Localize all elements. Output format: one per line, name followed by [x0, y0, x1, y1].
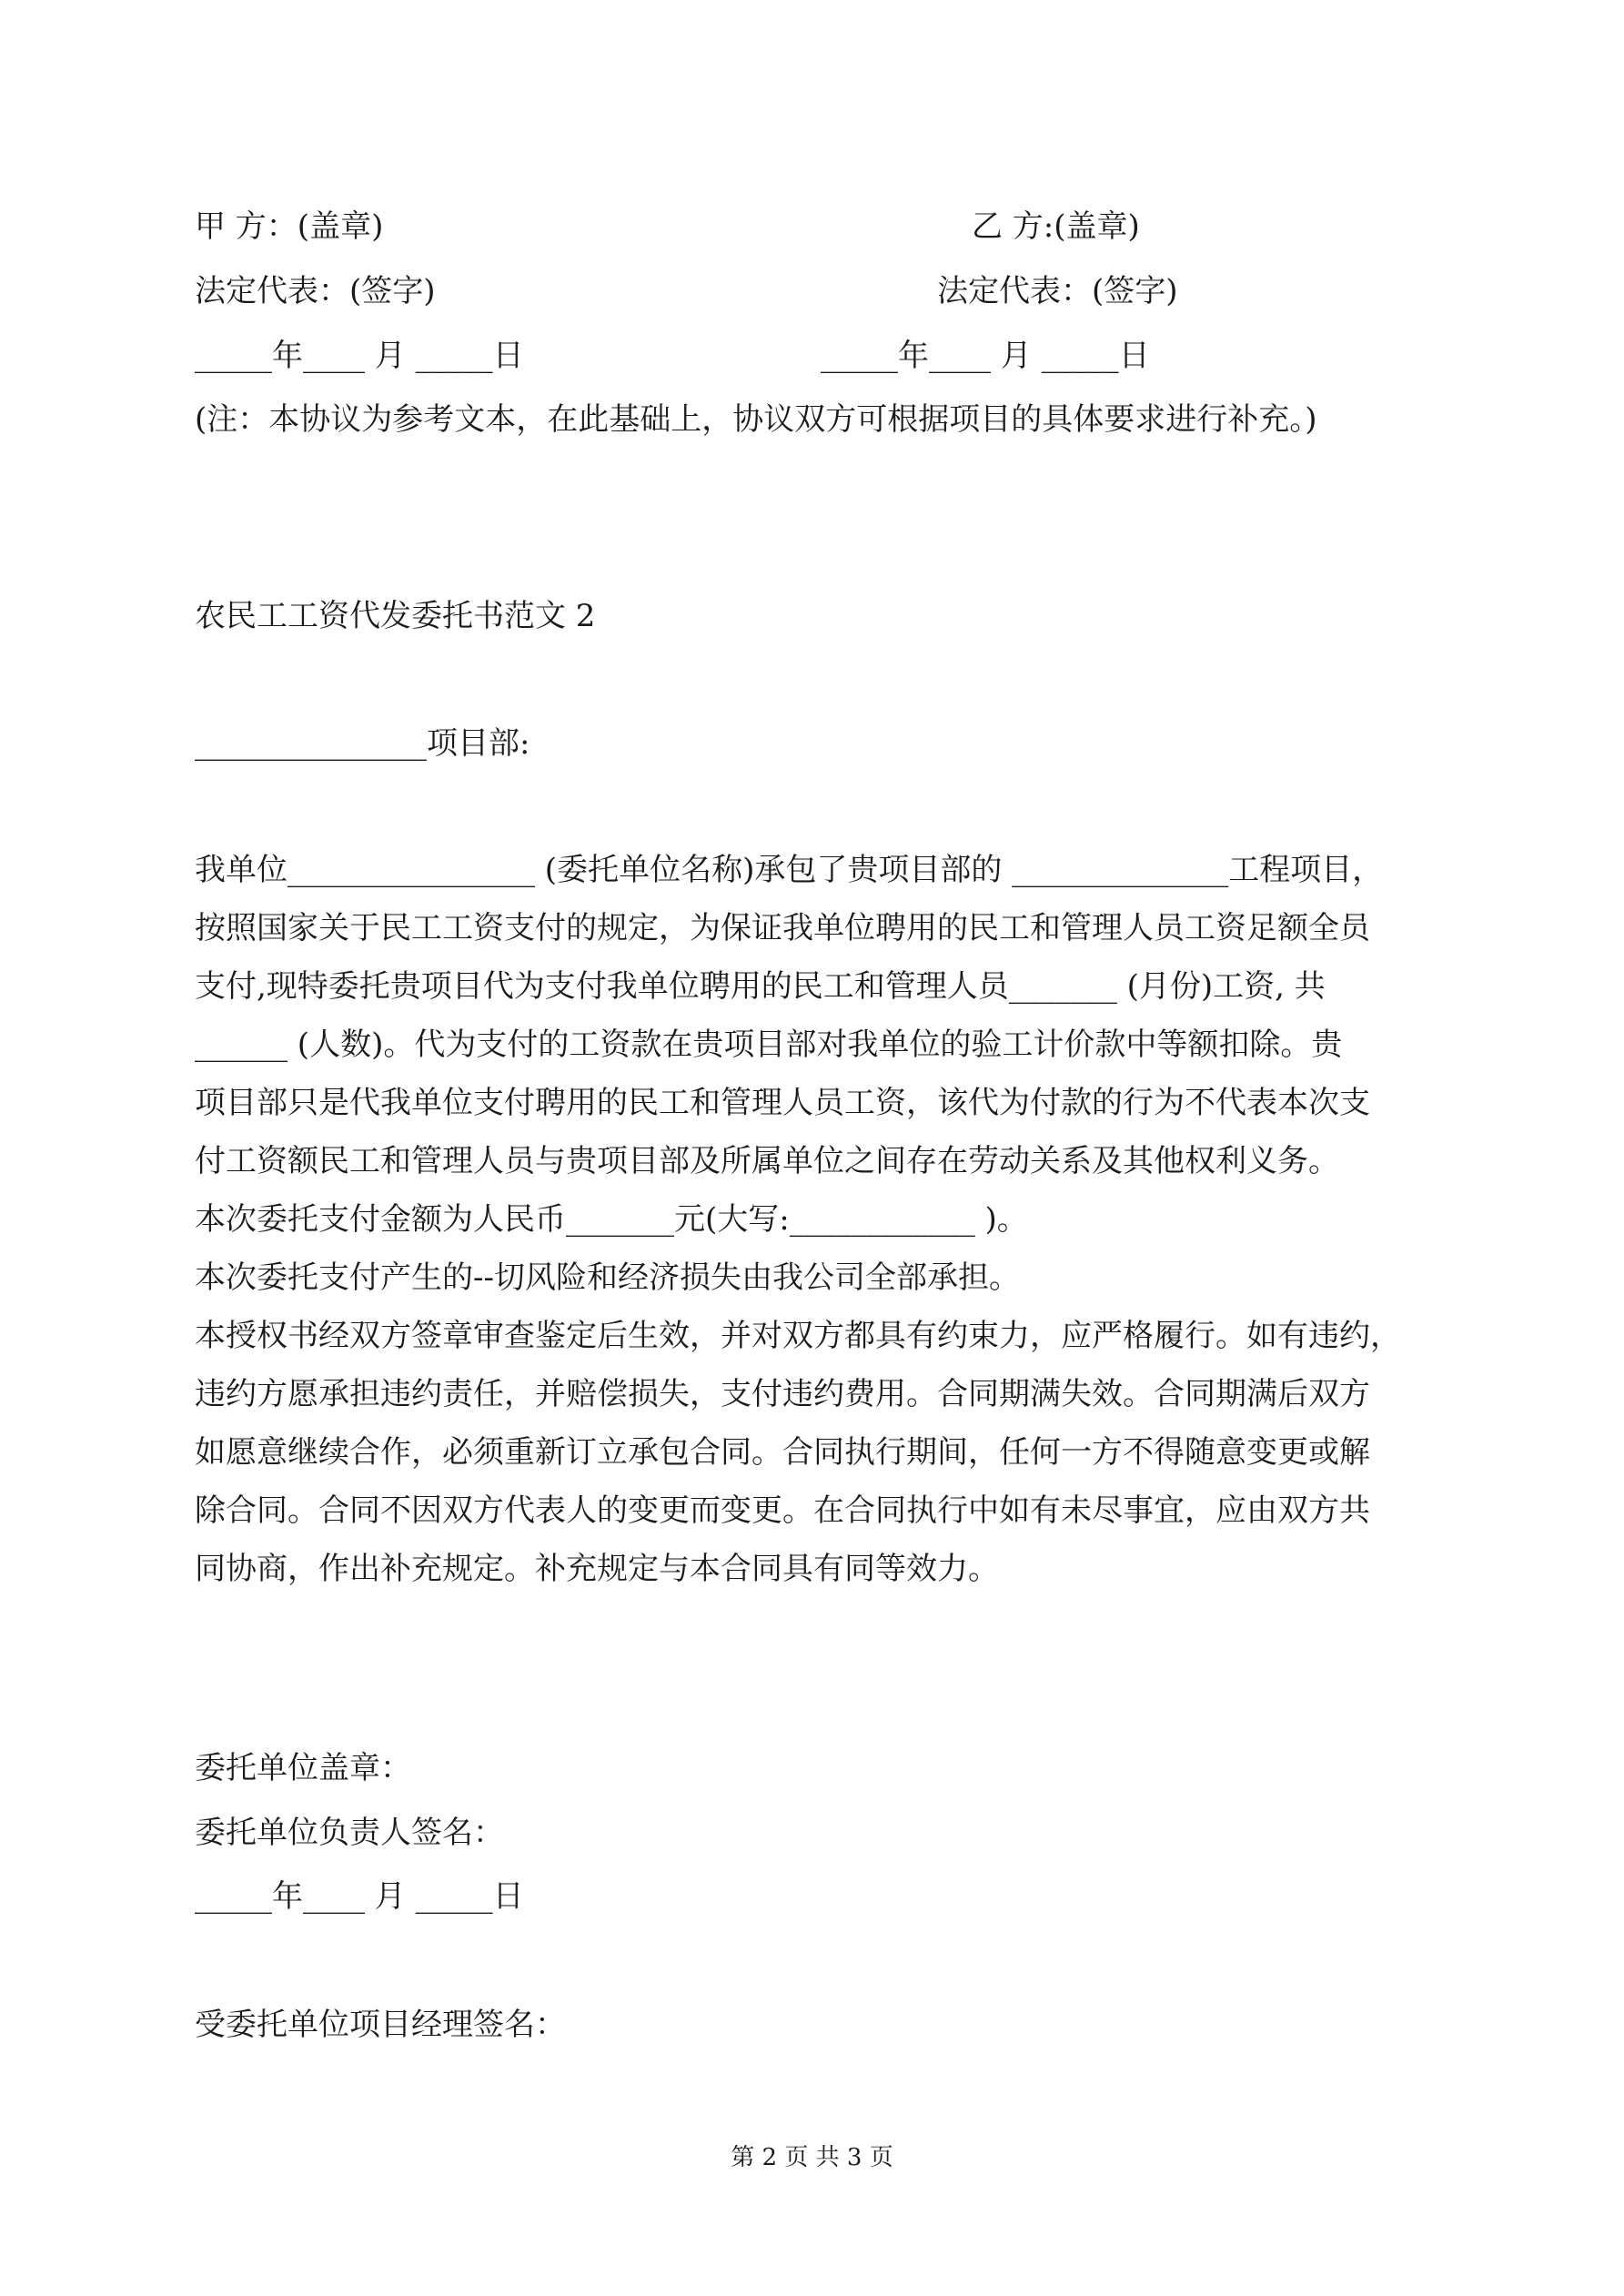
- sign-date: _____年____ 月 _____日: [195, 1878, 524, 1915]
- reference-note: (注：本协议为参考文本，在此基础上，协议双方可根据项目的具体要求进行补充。): [195, 401, 1317, 438]
- page-number: 第 2 页 共 3 页: [731, 2144, 893, 2171]
- sign-label: 委托单位负责人签名：: [195, 1815, 504, 1851]
- paragraph-line: 按照国家关于民工工资支付的规定，为保证我单位聘用的民工和管理人员工资足额全员: [195, 910, 1370, 946]
- amount-line: 本次委托支付金额为人民币_______元(大写:____________ )。: [195, 1201, 1028, 1238]
- party-a-representative: 法定代表：(签字): [195, 273, 436, 309]
- risk-line: 本次委托支付产生的--切风险和经济损失由我公司全部承担。: [195, 1259, 1020, 1296]
- paragraph-line: 同协商，作出补充规定。补充规定与本合同具有同等效力。: [195, 1551, 999, 1587]
- commission-paragraph: [195, 841, 1468, 1598]
- section-title: 农民工工资代发委托书范文 2: [195, 598, 596, 634]
- paragraph-line: 本授权书经双方签章审查鉴定后生效，并对双方都具有约束力，应严格履行。如有违约，: [195, 1318, 1401, 1354]
- party-a-label: 甲 方：(盖章): [195, 208, 384, 245]
- party-b-label: 乙 方:(盖章): [972, 208, 1140, 245]
- addressee: _______________项目部:: [195, 725, 530, 762]
- paragraph-line: 项目部只是代我单位支付聘用的民工和管理人员工资，该代为付款的行为不代表本次支: [195, 1085, 1370, 1121]
- paragraph-line: 违约方愿承担违约责任，并赔偿损失，支付违约费用。合同期满失效。合同期满后双方: [195, 1376, 1370, 1412]
- party-b-representative: 法定代表：(签字): [937, 273, 1178, 309]
- seal-label: 委托单位盖章：: [195, 1750, 411, 1786]
- party-b-date: _____年____ 月 _____日: [821, 338, 1150, 374]
- party-a-date: _____年____ 月 _____日: [195, 338, 524, 374]
- paragraph-line: 我单位________________ (委托单位名称)承包了贵项目部的 ______________工程项目，: [195, 852, 1384, 888]
- paragraph-line: ______ (人数)。代为支付的工资款在贵项目部对我单位的验工计价款中等额扣除。贵: [195, 1027, 1343, 1063]
- paragraph-line: 支付,现特委托贵项目代为支付我单位聘用的民工和管理人员_______ (月份)工资, 共: [195, 968, 1326, 1005]
- paragraph-line: 付工资额民工和管理人员与贵项目部及所属单位之间存在劳动关系及其他权利义务。: [195, 1143, 1339, 1179]
- paragraph-line: 如愿意继续合作，必须重新订立承包合同。合同执行期间，任何一方不得随意变更或解: [195, 1434, 1370, 1471]
- manager-sign-label: 受委托单位项目经理签名：: [195, 2007, 566, 2043]
- paragraph-line: 除合同。合同不因双方代表人的变更而变更。在合同执行中如有未尽事宜，应由双方共: [195, 1492, 1370, 1529]
